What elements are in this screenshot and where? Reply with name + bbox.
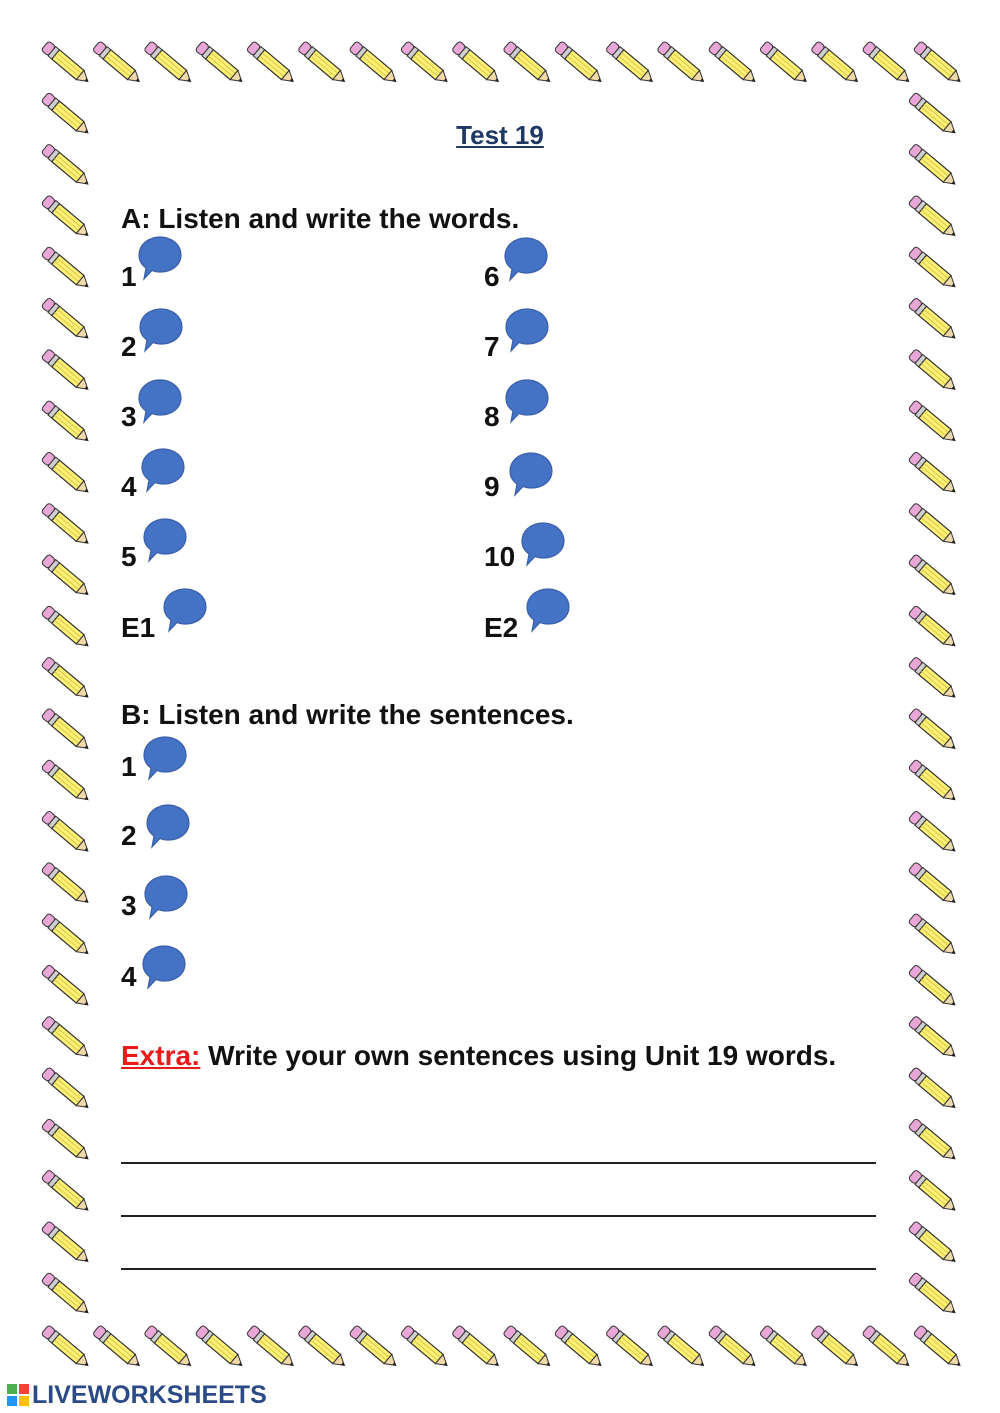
pencil-icon (908, 1169, 959, 1215)
pencil-icon (708, 41, 759, 87)
pencil-icon (41, 554, 92, 600)
audio-bubble-icon[interactable] (140, 943, 188, 991)
pencil-icon (92, 41, 143, 87)
pencil-icon (908, 554, 959, 600)
pencil-icon (908, 1016, 959, 1062)
word-item-10: 10 (484, 541, 516, 572)
pencil-icon (41, 1016, 92, 1062)
pencil-icon (195, 1325, 246, 1371)
pencil-icon (708, 1325, 759, 1371)
pencil-icon (908, 913, 959, 959)
pencil-icon (554, 1325, 605, 1371)
pencil-icon (908, 297, 959, 343)
pencil-icon (862, 41, 913, 87)
pencil-icon (759, 41, 810, 87)
pencil-icon (41, 349, 92, 395)
pencil-icon (908, 759, 959, 805)
pencil-icon (908, 656, 959, 702)
word-item-6: 6 (484, 261, 500, 292)
pencil-icon (41, 41, 92, 87)
pencil-icon (913, 41, 964, 87)
pencil-icon (41, 503, 92, 549)
pencil-icon (657, 41, 708, 87)
pencil-icon (908, 400, 959, 446)
pencil-icon (862, 1325, 913, 1371)
pencil-icon (41, 964, 92, 1010)
pencil-icon (41, 451, 92, 497)
pencil-icon (605, 1325, 656, 1371)
pencil-icon (41, 913, 92, 959)
pencil-icon (41, 1169, 92, 1215)
audio-bubble-icon[interactable] (524, 586, 572, 634)
pencil-icon (349, 1325, 400, 1371)
pencil-icon (246, 41, 297, 87)
sentence-item-2: 2 (121, 820, 137, 851)
extra-instruction (121, 1030, 881, 1082)
audio-bubble-icon[interactable] (141, 516, 189, 564)
pencil-icon (451, 41, 502, 87)
pencil-icon (503, 1325, 554, 1371)
footer-brand (6, 1380, 267, 1410)
pencil-icon (908, 195, 959, 241)
audio-bubble-icon[interactable] (137, 306, 185, 354)
pencil-icon (41, 246, 92, 292)
extra-text: Write your own sentences using Unit 19 words. (208, 1040, 837, 1071)
sentence-item-4: 4 (121, 961, 137, 992)
word-item-4: 4 (121, 471, 137, 502)
pencil-icon (41, 297, 92, 343)
pencil-icon (908, 1221, 959, 1267)
pencil-icon (811, 1325, 862, 1371)
pencil-icon (41, 195, 92, 241)
pencil-icon (811, 41, 862, 87)
pencil-icon (605, 41, 656, 87)
pencil-icon (908, 1272, 959, 1318)
word-item-1: 1 (121, 261, 137, 292)
word-item-e2: E2 (484, 612, 519, 643)
pencil-icon (908, 1067, 959, 1113)
pencil-icon (908, 349, 959, 395)
pencil-icon (41, 1221, 92, 1267)
pencil-icon (400, 41, 451, 87)
pencil-icon (41, 759, 92, 805)
pencil-icon (349, 41, 400, 87)
word-item-3: 3 (121, 401, 137, 432)
pencil-icon (451, 1325, 502, 1371)
pencil-icon (913, 1325, 964, 1371)
extra-label: Extra: (121, 1040, 201, 1071)
pencil-icon (908, 1118, 959, 1164)
pencil-icon (759, 1325, 810, 1371)
pencil-icon (41, 810, 92, 856)
pencil-icon (908, 605, 959, 651)
audio-bubble-icon[interactable] (139, 446, 187, 494)
pencil-icon (41, 656, 92, 702)
pencil-icon (41, 862, 92, 908)
audio-bubble-icon[interactable] (136, 234, 184, 282)
footer-brand-text: LIVEWORKSHEETS (32, 1380, 267, 1409)
section-a-heading: A: Listen and write the words. (121, 203, 520, 234)
pencil-icon (41, 400, 92, 446)
audio-bubble-icon[interactable] (503, 377, 551, 425)
pencil-icon (908, 964, 959, 1010)
page-title: Test 19 (456, 120, 544, 150)
word-item-e1: E1 (121, 612, 156, 643)
pencil-icon (908, 246, 959, 292)
pencil-icon (195, 41, 246, 87)
word-item-9: 9 (484, 471, 500, 502)
audio-bubble-icon[interactable] (136, 377, 184, 425)
pencil-icon (554, 41, 605, 87)
writing-line[interactable] (121, 1268, 876, 1270)
word-item-8: 8 (484, 401, 500, 432)
pencil-icon (41, 1067, 92, 1113)
pencil-icon (41, 1272, 92, 1318)
pencil-icon (41, 605, 92, 651)
section-b-heading: B: Listen and write the sentences. (121, 699, 574, 730)
audio-bubble-icon[interactable] (161, 586, 209, 634)
writing-line[interactable] (121, 1215, 876, 1217)
pencil-icon (908, 708, 959, 754)
audio-bubble-icon[interactable] (502, 235, 550, 283)
sentence-item-1: 1 (121, 751, 137, 782)
pencil-icon (298, 41, 349, 87)
pencil-icon (92, 1325, 143, 1371)
audio-bubble-icon[interactable] (503, 306, 551, 354)
word-item-7: 7 (484, 331, 500, 362)
word-item-2: 2 (121, 331, 137, 362)
pencil-icon (503, 41, 554, 87)
liveworksheets-logo-icon (6, 1383, 30, 1407)
pencil-icon (298, 1325, 349, 1371)
pencil-icon (246, 1325, 297, 1371)
audio-bubble-icon[interactable] (507, 450, 555, 498)
sentence-item-3: 3 (121, 890, 137, 921)
pencil-icon (41, 1325, 92, 1371)
pencil-icon (908, 451, 959, 497)
audio-bubble-icon[interactable] (519, 520, 567, 568)
word-item-5: 5 (121, 541, 137, 572)
pencil-icon (144, 1325, 195, 1371)
audio-bubble-icon[interactable] (144, 802, 192, 850)
pencil-icon (41, 1118, 92, 1164)
pencil-icon (400, 1325, 451, 1371)
pencil-icon (144, 41, 195, 87)
pencil-icon (908, 503, 959, 549)
writing-line[interactable] (121, 1162, 876, 1164)
pencil-icon (41, 708, 92, 754)
pencil-icon (908, 810, 959, 856)
pencil-icon (657, 1325, 708, 1371)
pencil-icon (908, 862, 959, 908)
audio-bubble-icon[interactable] (141, 734, 189, 782)
audio-bubble-icon[interactable] (142, 873, 190, 921)
